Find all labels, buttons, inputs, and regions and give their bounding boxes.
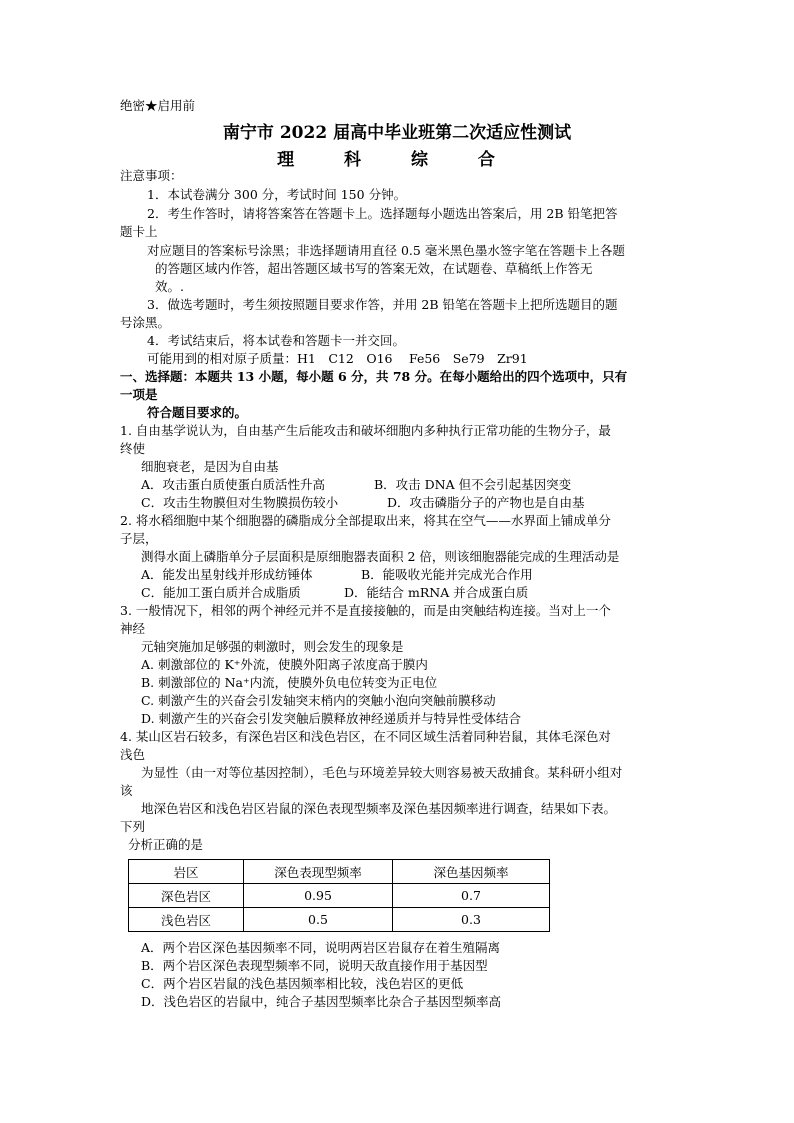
notice-line: 1．本试卷满分 300 分，考试时间 150 分钟。 [147,187,407,202]
q1-option-a: A．攻击蛋白质使蛋白质活性升高 [141,477,326,492]
q4-stem: 地深色岩区和浅色岩区岩鼠的深色表现型频率及深色基因频率进行调查，结果如下表。 [141,801,617,816]
q2-stem: 测得水面上磷脂单分子层面积是原细胞器表面积 2 倍，则该细胞器能完成的生理活动是 [141,549,620,564]
q1-stem: 终使 [120,441,146,456]
table-cell: 0.7 [393,884,550,908]
table-row [129,884,550,908]
survey-table [128,859,550,932]
section-heading-cont: 符合题目要求的。 [147,405,248,420]
q3-option-c: C. 刺激产生的兴奋会引发轴突末梢内的突触小泡向突触前膜移动 [141,693,496,708]
section-heading: 一、选择题：本题共 13 小题，每小题 6 分，共 78 分。在每小题给出的四个选项中，只有 [120,369,628,384]
q4-stem: 分析正确的是 [128,837,204,852]
notice-line: 对应题目的答案标号涂黑；非选择题请用直径 0.5 毫米黑色墨水签字笔在答题卡上各题 [147,243,625,258]
q1-stem: 1. 自由基学说认为，自由基产生后能攻击和破坏细胞内多种执行正常功能的生物分子，最 [120,423,611,438]
q1-stem: 细胞衰老，是因为自由基 [141,459,279,474]
q2-stem: 子层， [120,531,158,546]
q4-stem: 浅色 [120,747,146,762]
notice-line: 的答题区域内作答，超出答题区域书写的答案无效，在试题卷、草稿纸上作答无 [155,261,593,276]
q1-option-d: D．攻击磷脂分子的产物也是自由基 [387,495,585,510]
q2-option-d: D．能结合 mRNA 并合成蛋白质 [344,585,529,600]
table-header-cell: 深色基因频率 [393,860,550,884]
q4-stem: 下列 [120,819,146,834]
q4-option-d: D．浅色岩区的岩鼠中，纯合子基因型频率比杂合子基因型频率高 [141,994,502,1009]
confidential-mark: 绝密★启用前 [120,98,196,113]
notice-heading: 注意事项： [120,168,183,183]
q3-stem: 3. 一般情况下，相邻的两个神经元并不是直接接触的，而是由突触结构连接。当对上一个 [120,603,611,618]
document-subtitle: 理 科 综 合 [277,150,517,170]
table-cell: 0.5 [244,908,393,932]
q3-stem: 元轴突施加足够强的刺激时，则会发生的现象是 [141,639,404,654]
q2-option-b: B．能吸收光能并完成光合作用 [361,567,533,582]
q2-stem: 2. 将水稻细胞中某个细胞器的磷脂成分全部提取出来，将其在空气——水界面上铺成单分 [120,513,611,528]
notice-line: 效。. [155,279,184,294]
table-cell: 0.3 [393,908,550,932]
table-header-cell: 岩区 [129,860,244,884]
q4-option-b: B．两个岩区深色表现型频率不同，说明天敌直接作用于基因型 [141,958,488,973]
table-header-row [129,860,550,884]
atomic-mass-line: 可能用到的相对原子质量：H1 C12 O16 Fe56 Se79 Zr91 [147,351,528,366]
q4-stem: 4. 某山区岩石较多，有深色岩区和浅色岩区，在不同区域生活着同种岩鼠，其体毛深色对 [120,729,611,744]
q4-option-c: C．两个岩区岩鼠的浅色基因频率相比较，浅色岩区的更低 [141,976,464,991]
section-heading-cont: 一项是 [120,387,158,402]
notice-line: 2．考生作答时，请将答案答在答题卡上。选择题每小题选出答案后，用 2B 铅笔把答 [147,206,618,221]
q2-option-c: C．能加工蛋白质并合成脂质 [141,585,301,600]
document-title: 南宁市 2022 届高中毕业班第二次适应性测试 [222,123,572,143]
table-header-cell: 深色表现型频率 [244,860,393,884]
table-cell: 浅色岩区 [129,908,244,932]
q1-option-c: C．攻击生物膜但对生物膜损伤较小 [141,495,339,510]
notice-line: 题卡上 [120,224,158,239]
q4-stem: 为显性（由一对等位基因控制），毛色与环境差异较大则容易被天敌捕食。某科研小组对 [141,765,623,780]
q1-option-b: B．攻击 DNA 但不会引起基因突变 [374,477,572,492]
q3-option-d: D. 刺激产生的兴奋会引发突触后膜释放神经递质并与特异性受体结合 [141,711,522,726]
q4-stem: 该 [120,783,133,798]
table-cell: 深色岩区 [129,884,244,908]
q3-stem: 神经 [120,621,146,636]
q3-option-a: A. 刺激部位的 K⁺外流，使膜外阳离子浓度高于膜内 [141,657,428,672]
q2-option-a: A．能发出星射线并形成纺锤体 [141,567,313,582]
q3-option-b: B. 刺激部位的 Na⁺内流，使膜外负电位转变为正电位 [141,675,438,690]
notice-line: 4．考试结束后，将本试卷和答题卡一并交回。 [147,333,405,348]
q4-option-a: A．两个岩区深色基因频率不同，说明两岩区岩鼠存在着生殖隔离 [141,940,501,955]
notice-line: 3．做选考题时，考生须按照题目要求作答，并用 2B 铅笔在答题卡上把所选题目的题 [147,297,618,312]
table-cell: 0.95 [244,884,393,908]
notice-line: 号涂黑。 [120,315,171,330]
table-row [129,908,550,932]
